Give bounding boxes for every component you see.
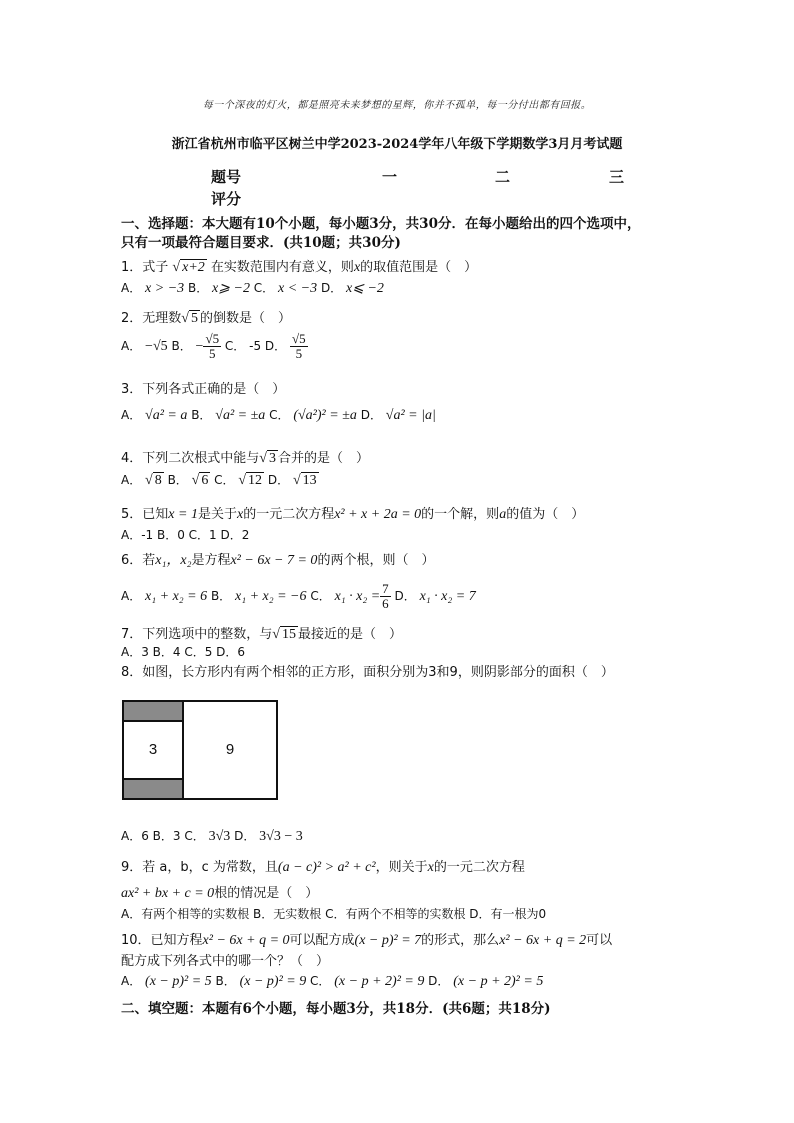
question-10-stem-cont: 配方成下列各式中的哪一个？（ ）	[121, 954, 330, 969]
score-table-row1-label: 题号	[211, 168, 242, 186]
question-4-options: A． √ 8 B． √ 6 C． √ 12 D． √ 13	[121, 473, 317, 488]
question-6-options: A． x₁ + x₂ = 6 B． x₁ + x₂ = −6 C． x₁ · x₂ = $\frac{7}{6}$ D． x₁ · x₂ = 7	[121, 581, 476, 611]
small-square	[124, 702, 184, 798]
section2-heading: 二、填空题：本题有6个小题，每小题3分，共18分．(共6题；共18分)	[121, 1001, 551, 1017]
score-table-col3: 三	[609, 168, 625, 186]
question-3-options: A． √a² = a B． √a² = ±a C． (√a²)² = ±a D． √a² = |a|	[121, 408, 436, 423]
question-2-options: A． −√5 B． − $\frac{√5}{5}$ C． -5 D． $\frac{√5}{5}$	[121, 331, 306, 361]
fraction: $\frac{√5}{5}$	[292, 331, 306, 361]
question-9-stem: 9．若 a，b，c 为常数，且(a − c)² > a² + c²，则关于x的一元二次方程	[121, 860, 525, 875]
question-8-stem: 8．如图，长方形内有两个相邻的正方形，面积分别为3和9，则阴影部分的面积（ ）	[121, 665, 614, 680]
shaded-region-bottom	[124, 778, 182, 798]
fraction: $\frac{√5}{5}$	[205, 331, 220, 361]
exam-title: 浙江省杭州市临平区树兰中学2023-2024学年八年级下学期数学3月月考试题	[171, 137, 623, 152]
question-3-stem: 3．下列各式正确的是（ ）	[121, 382, 286, 397]
big-square-label: 9	[225, 741, 235, 758]
question-10-options: A． (x − p)² = 5 B． (x − p)² = 9 C． (x − p + 2)² = 9 D． (x − p + 2)² = 5	[121, 974, 544, 989]
section1-heading-cont: 只有一项最符合题目要求．(共10题；共30分)	[121, 235, 401, 251]
motto-text: 每一个深夜的灯火，都是照亮未来梦想的星辉，你并不孤单，每一分付出都有回报。	[202, 100, 592, 111]
shaded-region-top	[124, 702, 182, 722]
radicand: x+2	[182, 260, 205, 275]
question-7-stem: 7．下列选项中的整数，与√ 15 最接近的是（ ）	[121, 627, 402, 642]
question-7-options: A．3 B．4 C．5 D．6	[121, 645, 246, 659]
section1-heading: 一、选择题：本大题有10个小题，每小题3分，共30分．在每小题给出的四个选项中，	[121, 216, 641, 232]
question-5-stem: 5．已知x = 1是关于x的一元二次方程x² + x + 2a = 0的一个解，则a的值为（ ）	[121, 507, 585, 522]
question-2-stem: 2．无理数√ 5 的倒数是（ ）	[121, 311, 291, 326]
question-9-options: A．有两个相等的实数根 B．无实数根 C．有两个不相等的实数根 D．有一根为0	[121, 907, 547, 921]
question-1-stem: 1．式子 √ x+2 在实数范围内有意义，则x的取值范围是（ ）	[121, 260, 478, 275]
fraction: $\frac{7}{6}$	[382, 581, 389, 611]
question-10-stem: 10．已知方程x² − 6x + q = 0可以配方成(x − p)² = 7的形式，那么x² − 6x + q = 2可以	[121, 933, 613, 948]
score-table-col2: 二	[495, 168, 511, 186]
question-5-options: A．-1 B．0 C．1 D．2	[121, 528, 250, 542]
question-1-options: A． x > −3 B． x⩾ −2 C． x < −3 D． x⩽ −2	[121, 281, 384, 296]
question-6-stem: 6．若x₁，x₂是方程x² − 6x − 7 = 0的两个根，则（ ）	[121, 553, 435, 568]
score-table-col1: 一	[382, 168, 398, 186]
question-9-stem-cont: ax² + bx + c = 0根的情况是（ ）	[121, 886, 319, 901]
rectangle-figure	[122, 700, 278, 800]
question-8-options: A．6 B．3 C． 3√3 D． 3√3 − 3	[121, 829, 303, 844]
small-square-label: 3	[148, 741, 158, 758]
question-4-stem: 4．下列二次根式中能与√ 3 合并的是（ ）	[121, 451, 369, 466]
score-table-row2-label: 评分	[211, 190, 242, 208]
